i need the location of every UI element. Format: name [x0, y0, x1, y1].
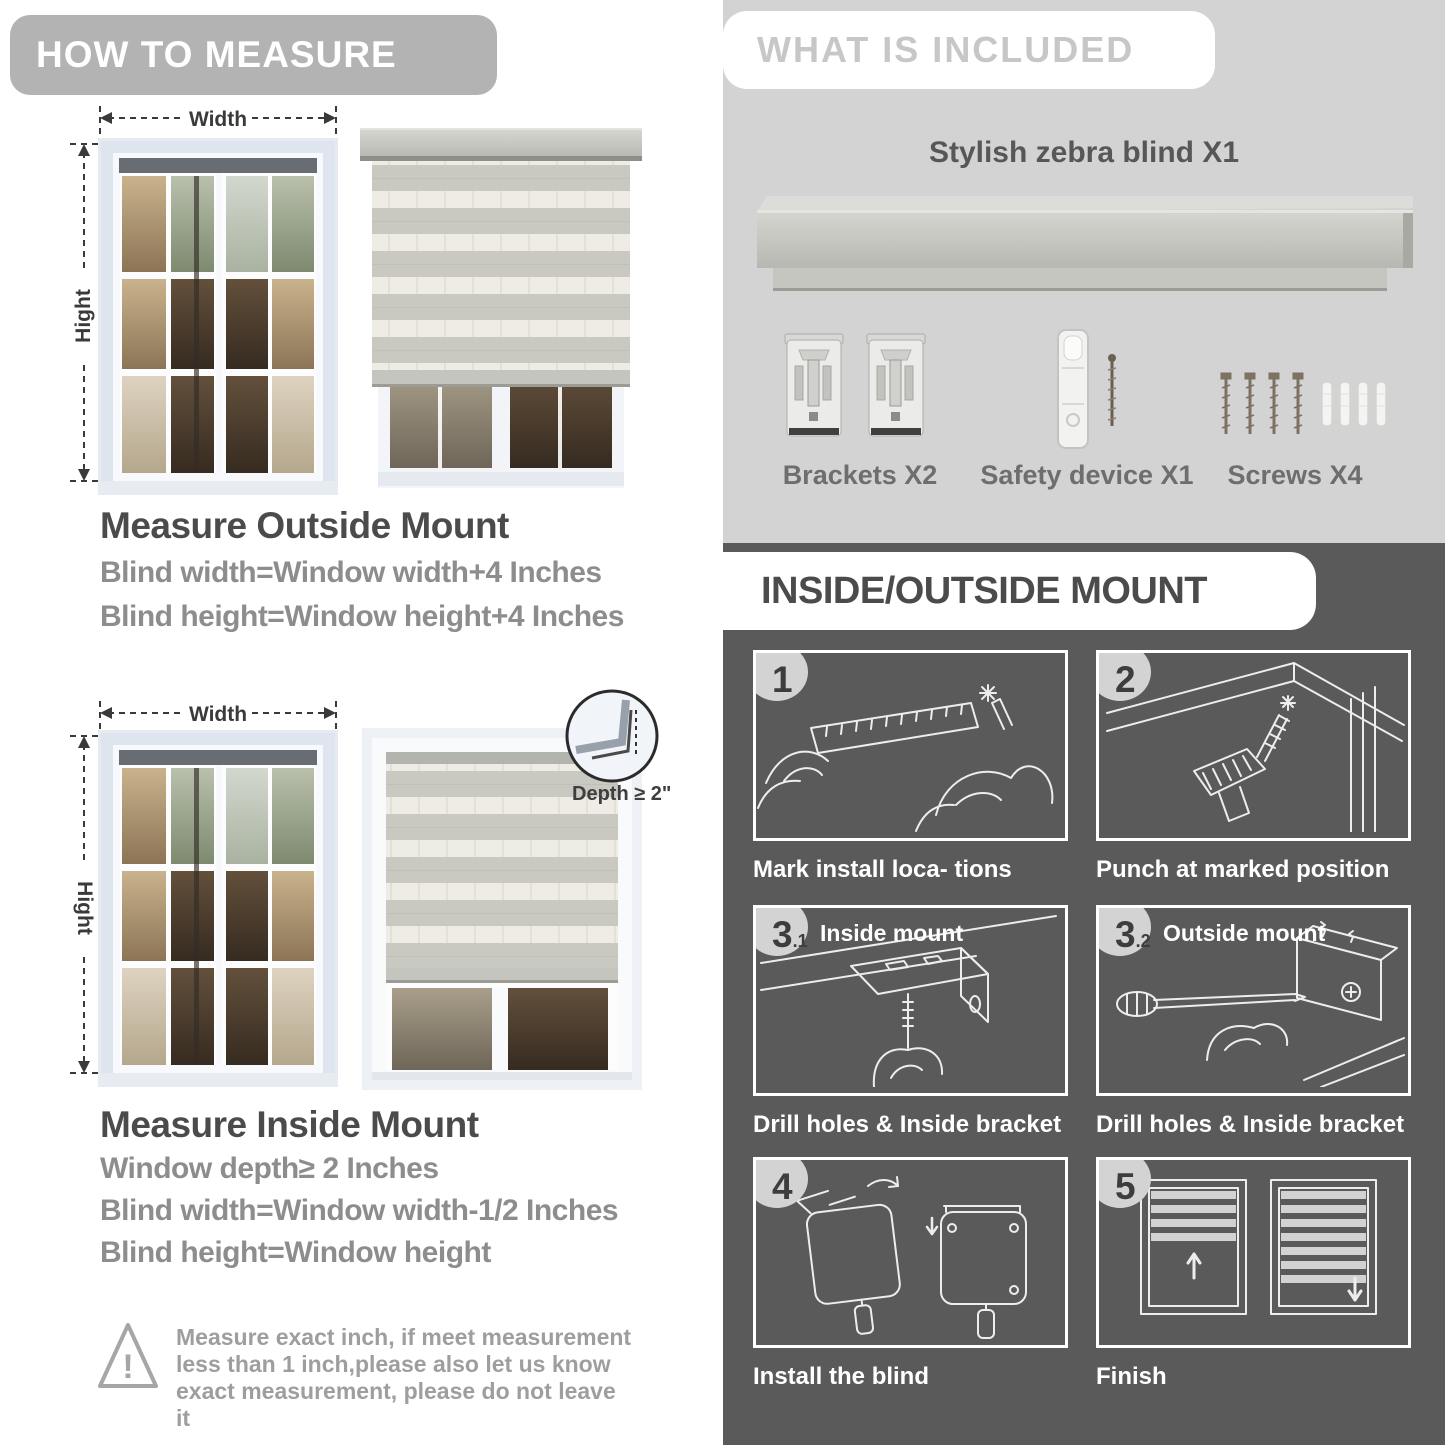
step-3-1-title: Inside mount [820, 920, 964, 946]
step-5-caption: Finish [1096, 1363, 1167, 1390]
how-to-measure-header: HOW TO MEASURE [10, 15, 497, 95]
step-5 [1096, 1157, 1411, 1391]
what-is-included-header: WHAT IS INCLUDED [723, 11, 1215, 89]
step-1-number: 1 [772, 659, 793, 700]
window-photo-outside [98, 138, 338, 495]
width-label: Width [188, 703, 248, 726]
step-3-1-panel [753, 905, 1068, 1096]
safety-device-image [1048, 328, 1133, 456]
inside-mount-line3: Blind height=Window height [100, 1236, 491, 1269]
step-1-caption: Mark install loca- tions [753, 856, 1012, 883]
inside-mount-line2: Blind width=Window width-1/2 Inches [100, 1194, 619, 1227]
inside-mount-title: Measure Inside Mount [100, 1104, 479, 1145]
step-4 [753, 1157, 1068, 1391]
screws-label: Screws X4 [1227, 460, 1363, 490]
step-1 [753, 650, 1068, 884]
height-label: Hight [73, 881, 96, 935]
product-label: Stylish zebra blind X1 [928, 136, 1240, 169]
brackets-image [781, 332, 931, 447]
outside-mount-line1: Blind width=Window width+4 Inches [100, 556, 602, 589]
outside-mount-line2: Blind height=Window height+4 Inches [100, 600, 624, 633]
window-photo-inside [98, 730, 338, 1087]
step-3-1 [753, 905, 1068, 1139]
warning-triangle-icon [96, 1320, 160, 1394]
step-2-panel [1096, 650, 1411, 841]
blind-photo-outside [360, 122, 642, 497]
step-4-number: 4 [772, 1166, 793, 1207]
outside-mount-title: Measure Outside Mount [100, 505, 509, 546]
step-4-caption: Install the blind [753, 1363, 930, 1390]
step-3-2-title: Outside mount [1163, 920, 1326, 946]
height-label: Hight [72, 289, 95, 343]
mount-section [723, 543, 1445, 1445]
step-3-2-number: 3.2 [1115, 914, 1151, 955]
inside-outside-mount-header: INSIDE/OUTSIDE MOUNT [723, 552, 1316, 630]
step-5-panel [1096, 1157, 1411, 1348]
step-3-2-caption: Drill holes & Inside bracket [1096, 1111, 1405, 1138]
safety-device-label: Safety device X1 [980, 460, 1194, 490]
step-3-2-panel [1096, 905, 1411, 1096]
step-2-caption: Punch at marked position [1096, 856, 1390, 883]
inside-mount-line1: Window depth≥ 2 Inches [100, 1152, 439, 1185]
step-3-1-number: 3.1 [772, 914, 808, 955]
step-4-panel [753, 1157, 1068, 1348]
step-1-panel [753, 650, 1068, 841]
step-5-number: 5 [1115, 1166, 1136, 1207]
step-2 [1096, 650, 1411, 884]
included-section [723, 0, 1445, 543]
headrail-image [757, 196, 1413, 298]
step-3-1-caption: Drill holes & Inside bracket [753, 1111, 1062, 1138]
screws-image [1218, 372, 1398, 448]
depth-note: Depth ≥ 2" [572, 783, 672, 805]
warning-mark: ! [122, 1348, 134, 1386]
depth-magnifier-icon [562, 686, 662, 786]
width-dimension-arrow-outside [96, 102, 340, 140]
warning-text: Measure exact inch, if meet measurement less than 1 inch,please also let us know exact measurement, please do not leave it [176, 1324, 632, 1431]
step-2-number: 2 [1115, 659, 1136, 700]
brackets-label: Brackets X2 [782, 460, 938, 490]
width-label: Width [188, 108, 248, 131]
step-3-2 [1096, 905, 1411, 1139]
